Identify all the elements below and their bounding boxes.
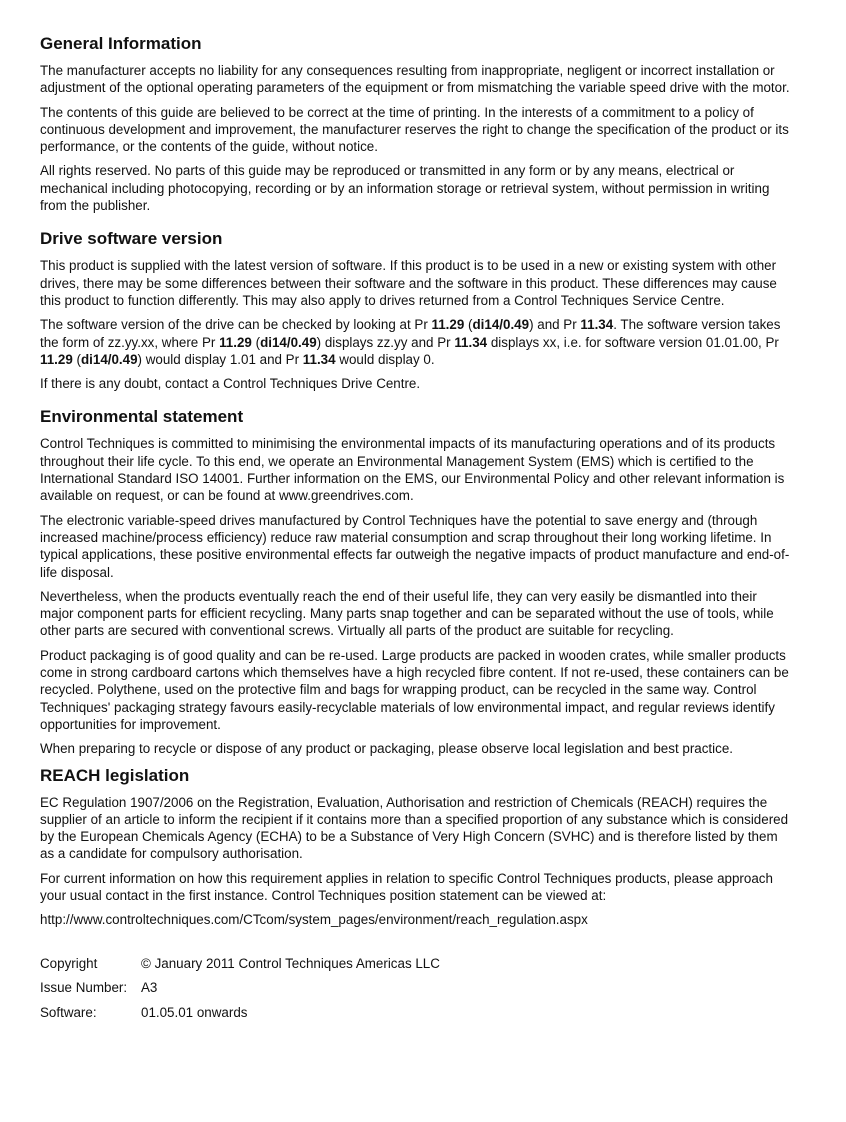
- parameter-ref: 11.29: [431, 317, 465, 333]
- general-information-section: [40, 33, 790, 214]
- drive-software-paragraph-version: [40, 316, 790, 368]
- text-run: (: [72, 351, 81, 367]
- drive-software-paragraph-supply: This product is supplied with the latest version of software. If this product is to be used in a new or existing system with other drives, there may be some differences between their software and the software in this product. These differences may cause this product to function differently. This may also apply to drives returned from a Control Techniques Service Centre.: [40, 258, 777, 308]
- environmental-section: [40, 406, 790, 757]
- parameter-ref: 11.34: [454, 334, 488, 350]
- environmental-heading: Environmental statement: [40, 407, 244, 427]
- environmental-paragraph-recycling: Nevertheless, when the products eventually reach the end of their useful life, they can very easily be dismantled into their major component parts for efficient recycling. Many parts snap together and can be separated without the use of tools, while other parts are secured with conventional screws. Virtually all parts of the product are suitable for recycling.: [40, 588, 774, 639]
- reach-paragraph-regulation: EC Regulation 1907/2006 on the Registration, Evaluation, Authorisation and restriction of Chemicals (REACH) requires the supplier of an article to inform the recipient if it contains more than a specified proportion of any substance which is considered by the European Chemicals Agency (ECHA) to be a Substance of Very High Concern (SVHC) and is therefore listed by them as a candidate for compulsory authorisation.: [40, 794, 789, 862]
- text-run: displays xx, i.e. for software version 01.01.00, Pr: [487, 334, 779, 350]
- parameter-ref: di14/0.49: [80, 351, 138, 367]
- general-information-heading: General Information: [40, 34, 202, 53]
- software-label: Software:: [40, 1004, 97, 1020]
- reach-paragraph-contact: For current information on how this requirement applies in relation to specific Control Techniques products, please approach your usual contact in the first instance. Control Techniques position statement can be viewed at:: [40, 870, 773, 903]
- document-metadata: [40, 955, 790, 1021]
- reach-statement-link[interactable]: http://www.controltechniques.com/CTcom/system_pages/environment/reach_regulation.aspx: [40, 912, 588, 928]
- text-run: (: [251, 334, 261, 350]
- copyright-label: Copyright: [40, 955, 98, 971]
- issue-number-value: A3: [141, 980, 158, 996]
- environmental-paragraph-packaging: Product packaging is of good quality and can be re-used. Large products are packed in wooden crates, while smaller products come in strong cardboard cartons which themselves have a high recycled fibre content. If not re-used, these containers can be recycled. Polythene, used on the protective film and bags for wrapping product, can be recycled in the same way. Control Techniques' packaging strategy favours easily-recyclable materials of low environmental impact, and regular reviews identify opportunities for improvement.: [40, 647, 789, 732]
- parameter-ref: 11.29: [40, 351, 73, 367]
- drive-software-paragraph-contact: If there is any doubt, contact a Control Techniques Drive Centre.: [40, 376, 421, 392]
- software-row: [40, 1004, 790, 1021]
- text-run: . The software version takes the form of zz.yy.xx, where Pr: [40, 317, 781, 350]
- issue-number-row: [40, 979, 790, 996]
- parameter-ref: 11.34: [302, 351, 336, 367]
- general-paragraph-contents: The contents of this guide are believed to be correct at the time of printing. In the interests of a commitment to a policy of continuous development and improvement, the manufacturer reserves the right to change the specification of the product or its performance, or the contents of the guide, without notice.: [40, 104, 789, 155]
- copyright-row: [40, 955, 790, 972]
- environmental-paragraph-commitment: Control Techniques is committed to minimising the environmental impacts of its manufacturing operations and of its products throughout their life cycle. To this end, we operate an Environmental Management System (EMS) which is certified to the International Standard ISO 14001. Further information on the EMS, our Environmental Policy and other relevant information is available on request, or can be found at www.greendrives.com.: [40, 436, 785, 504]
- text-run: would display 0.: [335, 351, 435, 367]
- text-run: The software version of the drive can be checked by looking at Pr: [40, 317, 432, 333]
- reach-heading: REACH legislation: [40, 765, 190, 785]
- parameter-ref: di14/0.49: [472, 317, 530, 333]
- copyright-value: © January 2011 Control Techniques Americas LLC: [141, 955, 440, 971]
- issue-number-label: Issue Number:: [40, 980, 128, 996]
- environmental-paragraph-energy: The electronic variable-speed drives manufactured by Control Techniques have the potential to save energy and (through increased machine/process efficiency) reduce raw material consumption and scrap throughout their long working lifetime. In typical applications, these positive environmental effects far outweigh the negative impacts of product manufacture and end-of-life disposal.: [40, 512, 790, 580]
- text-run: ) displays zz.yy and Pr: [316, 334, 455, 350]
- drive-software-heading: Drive software version: [40, 229, 223, 249]
- drive-software-section: [40, 228, 790, 392]
- document-page: [40, 33, 790, 1028]
- text-run: (: [464, 317, 473, 333]
- general-paragraph-liability: The manufacturer accepts no liability for any consequences resulting from inappropriate, negligent or incorrect installation or adjustment of the optional operating parameters of the equipment or from mismatching the variable speed drive with the motor.: [40, 63, 790, 96]
- environmental-paragraph-disposal: When preparing to recycle or dispose of any product or packaging, please observe local legislation and best practice.: [40, 741, 733, 757]
- parameter-ref: 11.29: [219, 334, 252, 350]
- reach-section: [40, 765, 790, 929]
- parameter-ref: di14/0.49: [260, 334, 317, 350]
- text-run: ) and Pr: [529, 317, 581, 333]
- parameter-ref: 11.34: [580, 317, 614, 333]
- text-run: ) would display 1.01 and Pr: [137, 351, 303, 367]
- software-value: 01.05.01 onwards: [141, 1004, 248, 1020]
- general-paragraph-rights: All rights reserved. No parts of this guide may be reproduced or transmitted in any form or by any means, electrical or mechanical including photocopying, recording or by an information storage or retrieval system, without permission in writing from the publisher.: [40, 163, 770, 214]
